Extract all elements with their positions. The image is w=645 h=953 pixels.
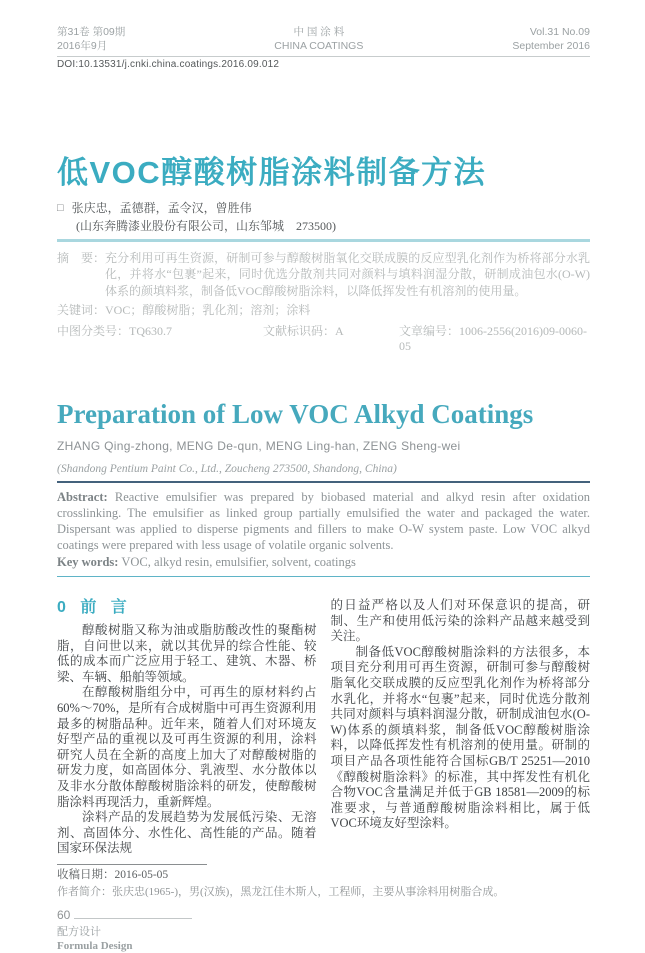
affiliation-en: (Shandong Pentium Paint Co., Ltd., Zoucheng 273500, Shandong, China) — [57, 463, 397, 475]
body-paragraph: 制备低VOC醇酸树脂涂料的方法很多，本项目充分利用可再生资源，研制可参与醇酸树脂氧化交联成膜的反应型乳化剂作为桥将部分水乳化，并将水“包裹”起来，同时优选分散剂共同对颜料与填料润湿分散，研制成油包水(O-W)体系的颜填料浆，制备低VOC醇酸树脂涂料，以降低挥发性有机溶剂的使用量。研制的项目产品各项性能符合国标GB/T 25251—2010《醇酸树脂涂料》的标准，其中挥发性有机化合物VOC含量满足并低于GB 18581—2009的标准要求，与普通醇酸树脂涂料相比，属于低VOC环境友好型涂料。 — [330, 644, 590, 831]
body-paragraph: 在醇酸树脂组分中，可再生的原材料约占60%～70%，是所有合成树脂中可再生资源利用最多的树脂品种。近年来，随着人们对环境友好型产品的重视以及可再生资源的利用，涂料研究人员在全新的高度上加大了对醇酸树脂的研发力度，如高固体分、乳液型、水分散体以及非水分散体醇酸树脂涂料的研发，使醇酸树脂涂料再现活力，重新辉煌。 — [57, 685, 317, 809]
received-label: 收稿日期： — [57, 868, 115, 881]
abstract-label-en: Abstract: — [57, 489, 108, 504]
teal-divider-bottom — [57, 576, 590, 578]
volume-number: Vol.31 No.09 — [529, 26, 590, 38]
keywords-label-en: Key words: — [57, 554, 119, 569]
keywords-cn: VOC；醇酸树脂；乳化剂；溶剂；涂料 — [105, 303, 311, 317]
volume-date: September 2016 — [512, 40, 590, 52]
clc-item — [57, 324, 263, 354]
page-number: 60 — [57, 907, 71, 922]
footer-divider — [74, 918, 192, 919]
footnote-divider — [57, 864, 207, 865]
authors-en: ZHANG Qing-zhong, MENG De-qun, MENG Ling-han, ZENG Sheng-wei — [57, 439, 461, 453]
received-date: 2016-05-05 — [114, 868, 169, 881]
article-body — [57, 598, 590, 857]
abstract-en-block — [57, 489, 590, 553]
authors-cn-row — [57, 201, 590, 216]
volume-info — [512, 25, 590, 53]
right-paragraphs — [331, 598, 591, 832]
authors-cn: 张庆忠，孟德群，孟令汉，曾胜伟 — [71, 201, 252, 215]
article-id-value: 1006-2556(2016)09-0060-05 — [399, 324, 587, 353]
column-title-cn: 配方设计 — [57, 925, 101, 938]
issue-info — [57, 25, 125, 53]
column-title-en: Formula Design — [57, 939, 133, 952]
received-date-row — [57, 868, 590, 882]
issue-date: 2016年9月 — [57, 40, 108, 52]
abstract-cn-block — [57, 250, 590, 300]
article-title-cn: 低VOC醇酸树脂涂料制备方法 — [57, 155, 487, 190]
body-column-left — [57, 598, 317, 857]
author-marker-icon: □ — [57, 202, 64, 214]
body-paragraph: 涂料产品的发展趋势为发展低污染、无溶剂、高固体分、水性化、高性能的产品。随着国家环保法规 — [57, 810, 317, 856]
left-paragraphs — [57, 623, 317, 857]
keywords-en: VOC, alkyd resin, emulsifier, solvent, coatings — [121, 554, 356, 569]
body-paragraph: 醇酸树脂又称为油或脂肪酸改性的聚酯树脂，自问世以来，就以其优异的综合性能、较低的成本而广泛应用于轻工、建筑、木器、桥梁、车辆、船舶等领域。 — [57, 623, 317, 684]
abstract-text-cn: 充分利用可再生资源，研制可参与醇酸树脂氧化交联成膜的反应型乳化剂作为桥将部分水乳化，并将水“包裹”起来，同时优选分散剂共同对颜料与填料润湿分散，研制成油包水(O-W)体系的颜填料浆，制备低VOC醇酸树脂涂料，以降低挥发性有机溶剂的使用量。 — [105, 250, 590, 298]
teal-divider-top — [57, 239, 590, 242]
keywords-label-cn: 关键词： — [57, 303, 106, 317]
doc-code-label: 文献标识码： — [263, 324, 336, 338]
body-paragraph: 的日益严格以及人们对环保意识的提高，研制、生产和使用低污染的涂料产品越来越受到关注。 — [330, 598, 590, 644]
doc-code-value: A — [335, 324, 344, 338]
journal-name-cn: 中 国 涂 料 — [293, 26, 345, 38]
issue-volume: 第31卷 第09期 — [57, 26, 126, 38]
author-bio-label: 作者简介： — [57, 885, 112, 898]
journal-header — [57, 25, 590, 57]
clc-value: TQ630.7 — [129, 324, 173, 338]
keywords-cn-row — [57, 302, 590, 318]
journal-name-en: CHINA COATINGS — [274, 40, 364, 52]
affiliation-cn: (山东奔腾漆业股份有限公司，山东邹城 273500) — [76, 219, 336, 233]
author-bio-row — [57, 885, 590, 899]
body-column-right — [331, 598, 591, 857]
article-id-label: 文章编号： — [399, 324, 460, 338]
doc-code-item — [263, 324, 399, 354]
navy-divider — [57, 481, 590, 483]
classification-row — [57, 324, 590, 354]
section-heading: 0 前 言 — [57, 599, 132, 616]
article-id-item — [399, 324, 590, 354]
page-footer — [57, 908, 590, 953]
abstract-text-en: Reactive emulsifier was prepared by biobased material and alkyd resin after oxidation crosslinking. The emulsifier as linked group partially emulsified the water and packaged the water. Dispersant was applied to disperse pigments and fillers to make O-W system paste. Low VOC alkyd coatings were prepared with less usage of volatile organic solvents. — [57, 489, 590, 552]
clc-label: 中图分类号： — [57, 324, 130, 338]
article-title-en: Preparation of Low VOC Alkyd Coatings — [57, 399, 534, 429]
author-bio: 张庆忠(1965-)，男(汉族)，黑龙江佳木斯人，工程师，主要从事涂料用树脂合成。 — [112, 885, 505, 898]
journal-name — [274, 25, 363, 53]
abstract-label-cn: 摘 要： — [57, 250, 106, 265]
doi-line: DOI:10.13531/j.cnki.china.coatings.2016.09.012 — [57, 59, 280, 70]
page-number-row — [57, 908, 590, 922]
keywords-en-row — [57, 554, 590, 570]
